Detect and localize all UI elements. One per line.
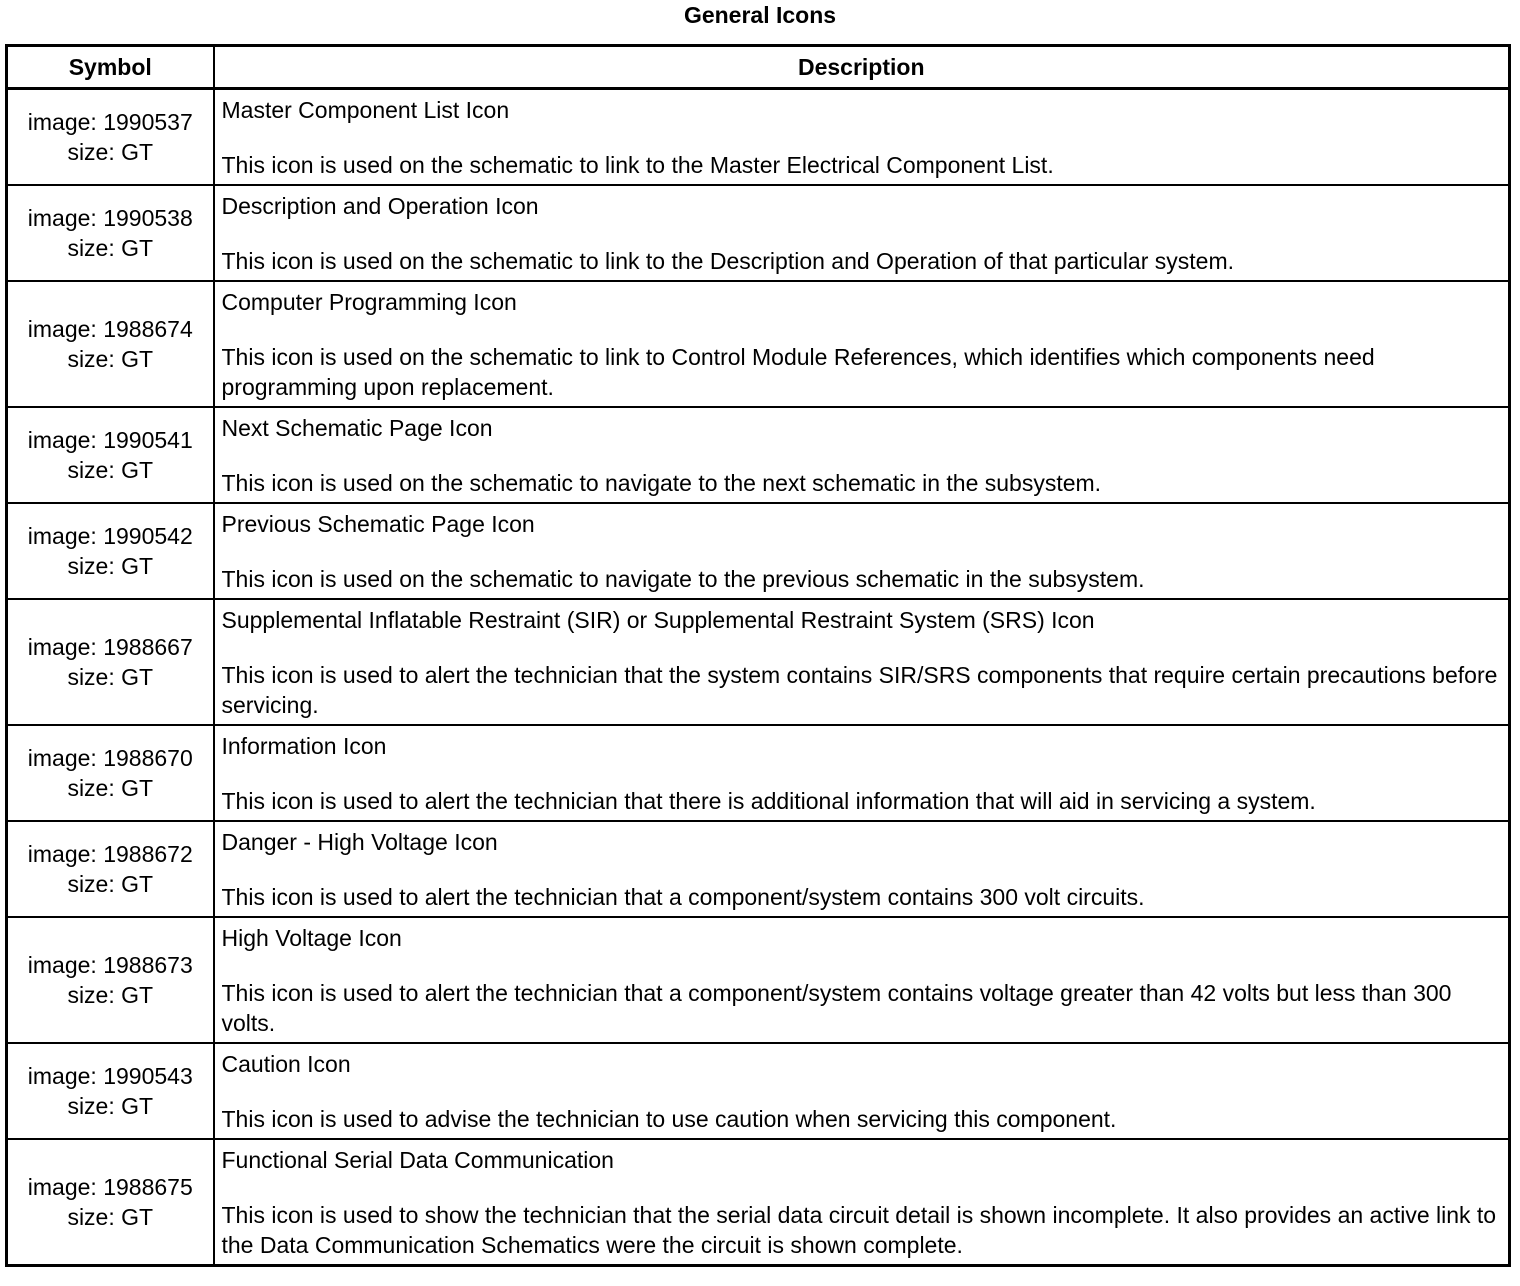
image-reference: image: 1990543 xyxy=(27,1063,193,1089)
table-row xyxy=(7,407,1510,503)
table-row xyxy=(7,1139,1510,1266)
icon-description: This icon is used to alert the technician that a component/system contains voltage greater than 42 volts but less than 300 volts. xyxy=(221,980,1452,1036)
image-size: size: GT xyxy=(67,1093,154,1119)
image-reference: image: 1988673 xyxy=(27,952,193,978)
table-row xyxy=(7,89,1510,186)
image-size: size: GT xyxy=(67,775,154,801)
image-reference: image: 1988667 xyxy=(27,634,193,660)
image-reference: image: 1988674 xyxy=(27,316,193,342)
symbol-cell xyxy=(7,917,214,1043)
symbol-cell xyxy=(7,599,214,725)
icon-name: Functional Serial Data Communication xyxy=(221,1147,614,1173)
table-row xyxy=(7,821,1510,917)
image-size: size: GT xyxy=(67,139,154,165)
table-row xyxy=(7,917,1510,1043)
image-size: size: GT xyxy=(67,1204,154,1230)
description-cell xyxy=(214,1139,1510,1266)
symbol-cell xyxy=(7,407,214,503)
symbol-cell xyxy=(7,1043,214,1139)
symbol-cell xyxy=(7,89,214,186)
image-reference: image: 1990538 xyxy=(27,205,193,231)
image-size: size: GT xyxy=(67,982,154,1008)
symbol-cell xyxy=(7,725,214,821)
symbol-cell xyxy=(7,1139,214,1266)
symbol-cell xyxy=(7,821,214,917)
image-reference: image: 1988670 xyxy=(27,745,193,771)
icon-name: Next Schematic Page Icon xyxy=(221,415,493,441)
image-reference: image: 1988675 xyxy=(27,1174,193,1200)
image-reference: image: 1990541 xyxy=(27,427,193,453)
icon-description: This icon is used to alert the technician that a component/system contains 300 volt circuits. xyxy=(221,884,1145,910)
description-column-header: Description xyxy=(214,46,1510,89)
description-cell xyxy=(214,503,1510,599)
description-cell xyxy=(214,821,1510,917)
table-row xyxy=(7,1043,1510,1139)
symbol-cell xyxy=(7,281,214,407)
icon-description: This icon is used on the schematic to link to Control Module References, which identifies which components need programming upon replacement. xyxy=(221,344,1375,400)
icon-name: Caution Icon xyxy=(221,1051,351,1077)
icon-description: This icon is used on the schematic to navigate to the previous schematic in the subsystem. xyxy=(221,566,1145,592)
description-cell xyxy=(214,89,1510,186)
symbol-cell xyxy=(7,185,214,281)
icon-name: High Voltage Icon xyxy=(221,925,402,951)
image-size: size: GT xyxy=(67,346,154,372)
image-size: size: GT xyxy=(67,871,154,897)
image-reference: image: 1988672 xyxy=(27,841,193,867)
icon-description: This icon is used to alert the technician that there is additional information that will aid in servicing a system. xyxy=(221,788,1316,814)
description-cell xyxy=(214,1043,1510,1139)
icon-description: This icon is used on the schematic to link to the Master Electrical Component List. xyxy=(221,152,1054,178)
image-reference: image: 1990542 xyxy=(27,523,193,549)
page-title: General Icons xyxy=(683,2,837,28)
description-cell xyxy=(214,281,1510,407)
icon-name: Computer Programming Icon xyxy=(221,289,517,315)
symbol-cell xyxy=(7,503,214,599)
icon-name: Master Component List Icon xyxy=(221,97,510,123)
icon-name: Information Icon xyxy=(221,733,387,759)
description-cell xyxy=(214,407,1510,503)
description-cell xyxy=(214,185,1510,281)
icon-description: This icon is used on the schematic to link to the Description and Operation of that particular system. xyxy=(221,248,1234,274)
description-cell xyxy=(214,725,1510,821)
general-icons-table xyxy=(5,44,1511,1267)
icon-name: Previous Schematic Page Icon xyxy=(221,511,535,537)
image-size: size: GT xyxy=(67,664,154,690)
icon-description: This icon is used to alert the technician that the system contains SIR/SRS components that require certain precautions before servicing. xyxy=(221,662,1498,718)
icon-description: This icon is used on the schematic to navigate to the next schematic in the subsystem. xyxy=(221,470,1102,496)
image-size: size: GT xyxy=(67,553,154,579)
table-row xyxy=(7,503,1510,599)
image-reference: image: 1990537 xyxy=(27,109,193,135)
icon-description: This icon is used to advise the technician to use caution when servicing this component. xyxy=(221,1106,1117,1132)
symbol-column-header: Symbol xyxy=(7,46,214,89)
icon-name: Danger - High Voltage Icon xyxy=(221,829,498,855)
table-row xyxy=(7,599,1510,725)
icon-name: Description and Operation Icon xyxy=(221,193,539,219)
icon-name: Supplemental Inflatable Restraint (SIR) or Supplemental Restraint System (SRS) Icon xyxy=(221,607,1095,633)
image-size: size: GT xyxy=(67,235,154,261)
description-cell xyxy=(214,917,1510,1043)
table-header-row xyxy=(7,46,1510,89)
table-row xyxy=(7,185,1510,281)
table-row xyxy=(7,281,1510,407)
description-cell xyxy=(214,599,1510,725)
icon-description: This icon is used to show the technician that the serial data circuit detail is shown incomplete. It also provides an active link to the Data Communication Schematics were the circuit is shown complete. xyxy=(221,1202,1497,1258)
image-size: size: GT xyxy=(67,457,154,483)
table-row xyxy=(7,725,1510,821)
